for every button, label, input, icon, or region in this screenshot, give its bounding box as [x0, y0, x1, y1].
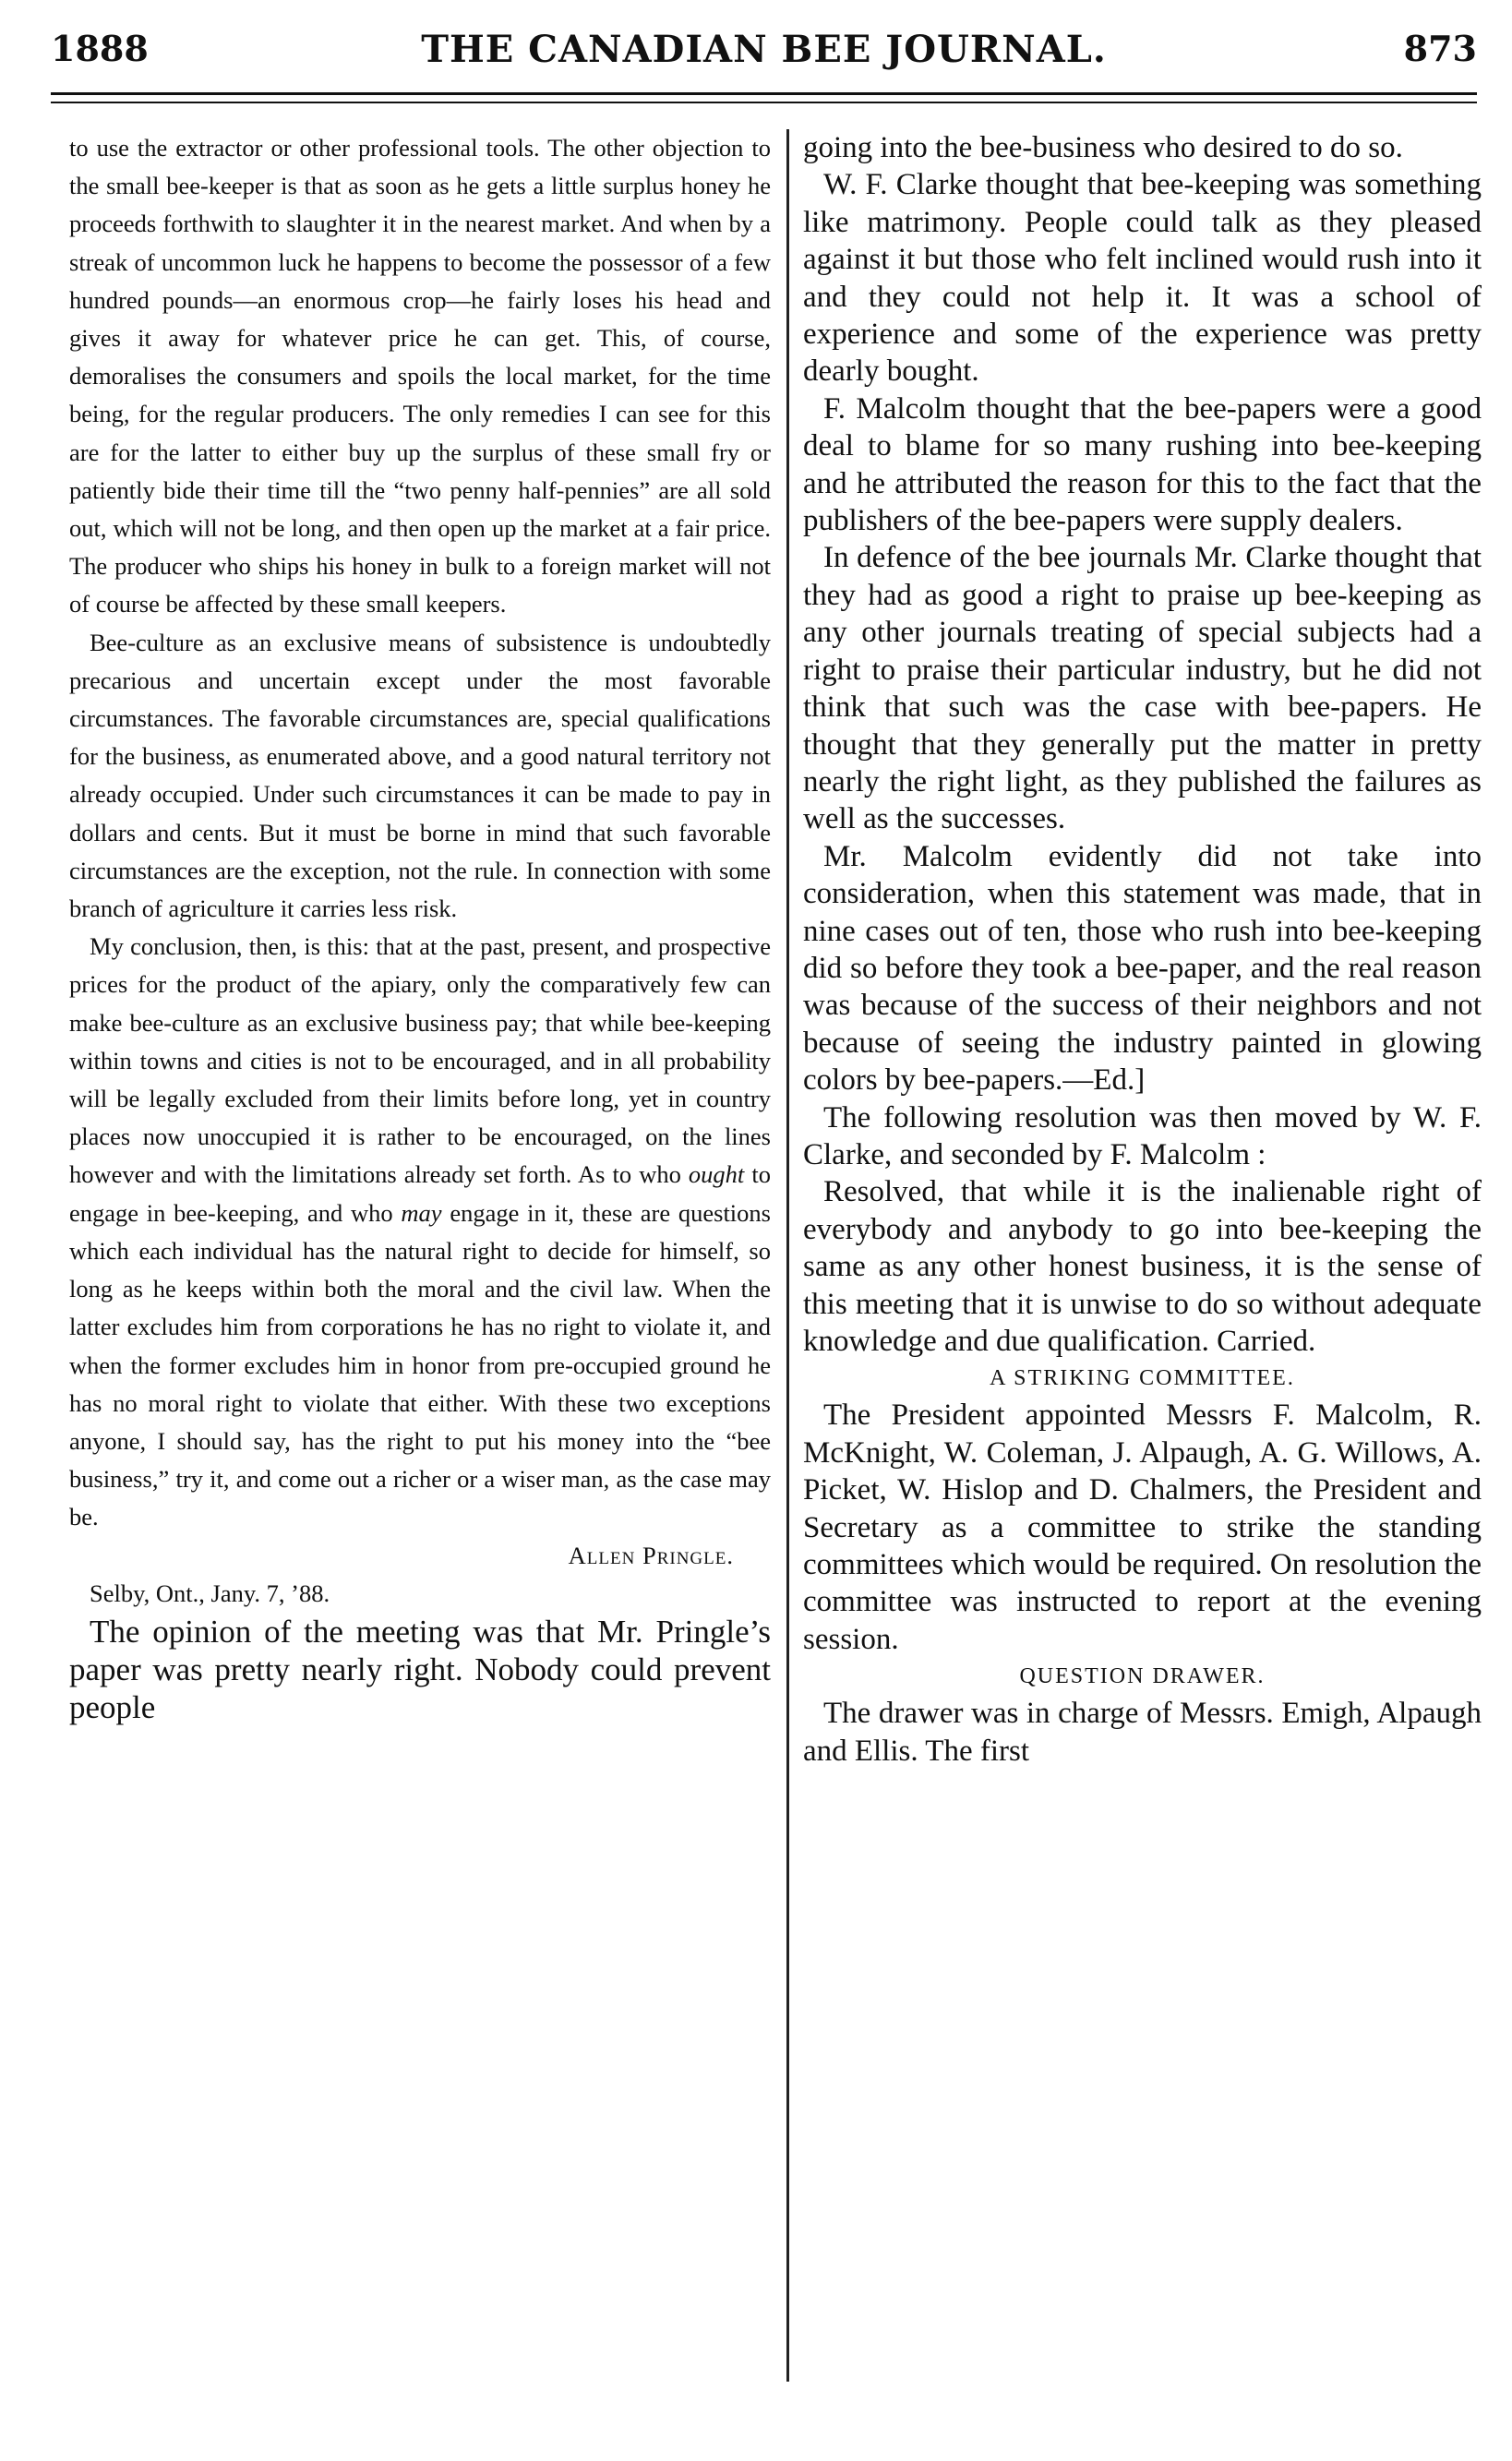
left-paragraph-1: to use the extractor or other professional tools. The other objection to the small bee-keeper is that as soon as he gets a little surplus honey he proceeds forthwith to slaughter it in the nearest market. And when by a streak of uncommon luck he happens to become the possessor of a few hundred pounds—an enormous crop—he fairly loses his head and gives it away for whatever price he can get. This, of course, demoralises the consumers and spoils the local market, for the time being, for the regular producers. The only remedies I can see for this are for the latter to either buy up the surplus of these small fry or patiently bide their time till the “two penny half-pennies” are all sold out, which will not be long, and then open up the market at a fair price. The producer who ships his honey in bulk to a foreign market will not of course be affected by these small keepers. — [69, 134, 771, 618]
right-paragraph-5: Mr. Malcolm evidently did not take into consideration, when this statement was made, that in nine cases out of ten, those who rush into bee-keeping did so before they took a bee-paper, and the real reason was because of the success of their neighbors and not because of seeing the industry painted in glowing colors by bee-papers.—Ed.] — [803, 839, 1482, 1098]
page-header — [51, 28, 1477, 83]
right-paragraph-4: In defence of the bee journals Mr. Clarke thought that they had as good a right to praise up bee-keeping as any other journals treating of special subjects had a right to praise their particular industry, but he did not think that such was the case with bee-papers. He thought that they generally put the matter in pretty nearly the right light, as they published the failures as well as the successes. — [803, 541, 1482, 836]
section-heading-striking-committee: A STRIKING COMMITTEE. — [990, 1366, 1295, 1391]
left-paragraph-2: Bee-culture as an exclusive means of subsistence is undoubtedly precarious and uncertain except under the most favorable circumstances. The favorable circumstances are, special qualifications for the business, as enumerated above, and a good natural territory not already occupied. Under such circumstances it can be made to pay in dollars and cents. But it must be borne in mind that such favorable circumstances are the exception, not the rule. In connection with some branch of agriculture it carries less risk. — [69, 628, 771, 923]
header-rule-bottom — [51, 102, 1477, 103]
p3-end: engage in it, these are questions which each individual has the natural right to decide for himself, so long as he keeps within both the moral and the civil law. When the latter excludes him from corporations he has no right to violate it, and when the former excludes him in honor from pre-occupied ground he has no moral right to violate that either. With these two exceptions anyone, I should say, has the right to put his money into the “bee business,” try it, and come out a richer or a wiser man, as the case may be. — [69, 1198, 771, 1531]
p3-emphasis-ought: ought — [688, 1160, 745, 1189]
left-paragraph-3 — [69, 928, 771, 1536]
column-divider — [786, 129, 789, 2382]
header-year: 1888 — [51, 28, 149, 69]
right-paragraph-1: going into the bee-business who desired to do so. — [803, 131, 1403, 164]
p3-middle: to engage in bee-keeping, and who — [69, 1160, 771, 1227]
place-date: Selby, Ont., Jany. 7, ’88. — [90, 1579, 330, 1607]
right-column — [803, 129, 1482, 1770]
header-rule-top — [51, 92, 1477, 95]
right-paragraph-2: W. F. Clarke thought that bee-keeping was something like matrimony. People could talk as they pleased against it but those who felt inclined would rush into it and they could not help it. It was a school of experience and some of the experience was pretty dearly bought. — [803, 168, 1482, 389]
p3-emphasis-may: may — [401, 1198, 442, 1227]
right-paragraph-3: F. Malcolm thought that the bee-papers were a good deal to blame for so many rushing into bee-keeping and he attributed the reason for this to the fact that the publishers of the bee-papers were supply dealers. — [803, 391, 1482, 538]
right-paragraph-6: The following resolution was then moved by W. F. Clarke, and seconded by F. Malcolm : — [803, 1100, 1482, 1171]
resolution-paragraph: Resolved, that while it is the inalienable right of everybody and anybody to go into bee-keeping the same as any other honest business, it is the sense of this meeting that it is unwise to do so without adequate knowledge and due qualification. Carried. — [803, 1175, 1482, 1358]
right-paragraph-9: The drawer was in charge of Messrs. Emigh, Alpaugh and Ellis. The first — [803, 1697, 1482, 1768]
left-paragraph-4: The opinion of the meeting was that Mr. Pringle’s paper was pretty nearly right. Nobody could prevent people — [69, 1613, 771, 1725]
page-number: 873 — [1403, 28, 1477, 69]
right-paragraph-8: The President appointed Messrs F. Malcolm, R. McKnight, W. Coleman, J. Alpaugh, A. G. Willows, A. Picket, W. Hislop and D. Chalmers, the President and Secretary as a committee to strike the standing committees which would be required. On resolution the committee was instructed to report at the evening session. — [803, 1399, 1482, 1656]
author-signature: Allen Pringle. — [568, 1541, 734, 1569]
journal-title: THE CANADIAN BEE JOURNAL. — [421, 28, 1107, 71]
left-column — [69, 129, 771, 1726]
p3-start: My conclusion, then, is this: that at the past, present, and prospective prices for the product of the apiary, only the comparatively few can make bee-culture as an exclusive business pay; that while bee-keeping within towns and cities is not to be encouraged, and in all probability will be legally excluded from their limits before long, yet in country places now unoccupied it is rather to be encouraged, on the lines however and with the limitations already set forth. As to who — [69, 932, 771, 1189]
section-heading-question-drawer: QUESTION DRAWER. — [1019, 1664, 1266, 1689]
